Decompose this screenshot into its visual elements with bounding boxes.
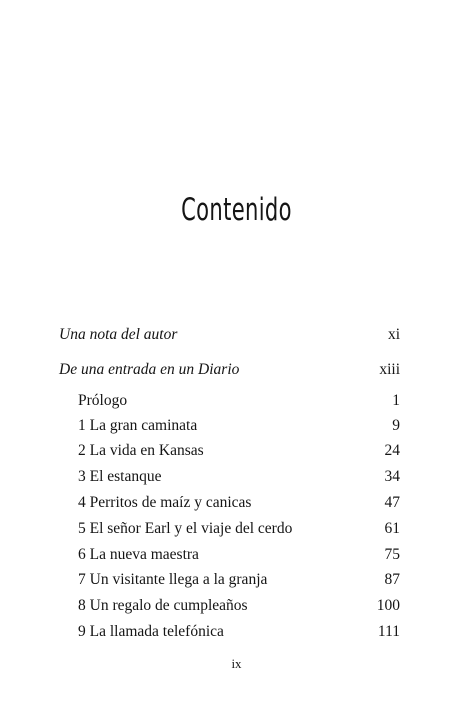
toc-entry-title: 9 La llamada telefónica (78, 623, 224, 640)
toc-chapter-row (0, 569, 473, 591)
toc-entry-page: 61 (384, 520, 400, 537)
toc-entry-page: 34 (384, 468, 400, 485)
toc-entry-page: 87 (384, 571, 400, 588)
toc-entry-title: 8 Un regalo de cumpleaños (78, 597, 248, 614)
toc-entry-page: 1 (392, 392, 400, 409)
toc-front-row (0, 324, 473, 346)
toc-entry-title: 7 Un visitante llega a la granja (78, 571, 268, 588)
toc-entry-page: 111 (377, 623, 400, 640)
toc-entry-title: 1 La gran caminata (78, 417, 198, 434)
toc-entry-title: 6 La nueva maestra (78, 546, 199, 563)
toc-entry-title: De una entrada en un Diario (59, 361, 240, 378)
toc-entry-title: 5 El señor Earl y el viaje del cerdo (78, 520, 293, 537)
page-number: ix (231, 656, 242, 671)
toc-entry-title: Una nota del autor (59, 326, 178, 343)
toc-chapter-row (0, 544, 473, 566)
toc-chapter-row (0, 466, 473, 488)
toc-entry-page: 24 (384, 442, 400, 459)
toc-chapter-row (0, 415, 473, 437)
toc-entry-title: Prólogo (78, 392, 128, 409)
toc-entry-title: 3 El estanque (78, 468, 162, 485)
toc-chapter-row (0, 390, 473, 412)
toc-chapter-row (0, 440, 473, 462)
toc-chapter-row (0, 518, 473, 540)
page-title: Contenido (181, 192, 292, 228)
toc-front-row (0, 359, 473, 381)
toc-chapter-row (0, 621, 473, 643)
toc-entry-page: 47 (384, 494, 400, 511)
toc-chapter-row (0, 492, 473, 514)
toc-entry-title: 4 Perritos de maíz y canicas (78, 494, 252, 511)
toc-entry-page: xiii (379, 361, 400, 378)
toc-entry-page: xi (387, 326, 400, 343)
toc-entry-page: 75 (384, 546, 400, 563)
toc-entry-page: 100 (376, 597, 400, 614)
toc-entry-page: 9 (392, 417, 400, 434)
toc-chapter-row (0, 595, 473, 617)
toc-entry-title: 2 La vida en Kansas (78, 442, 204, 459)
